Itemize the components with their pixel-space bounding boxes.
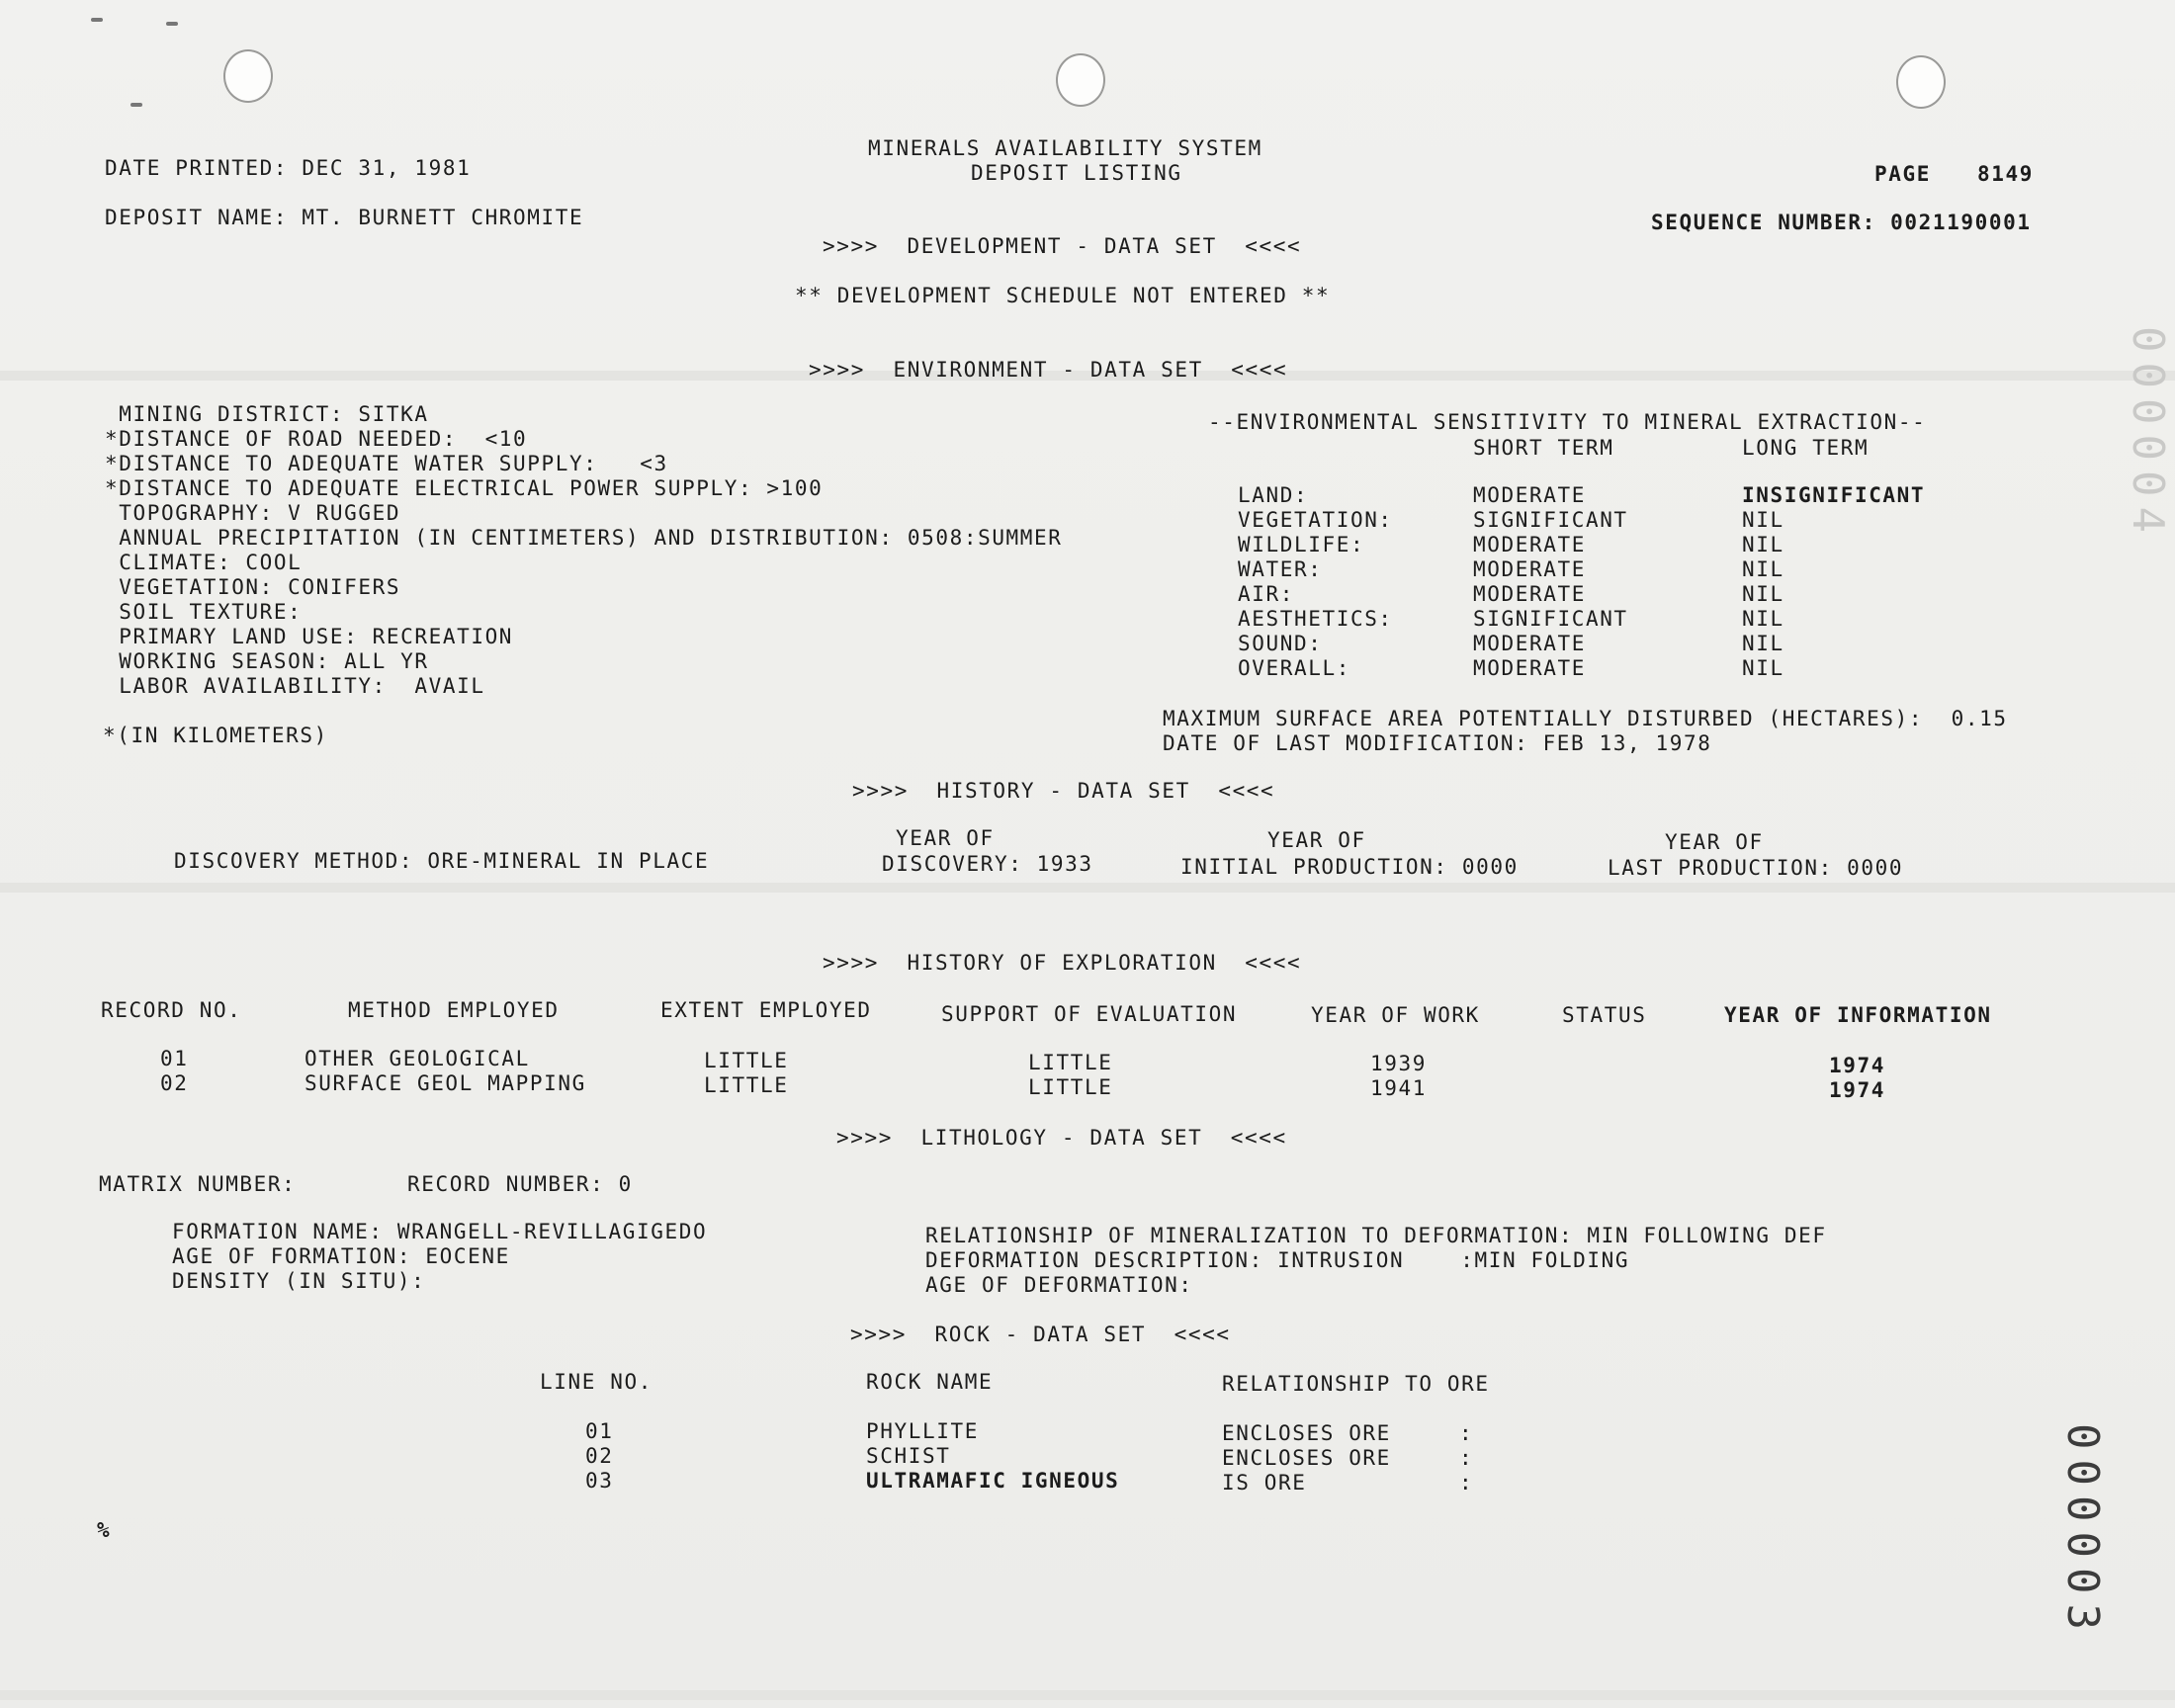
sensitivity-label: OVERALL: — [1238, 656, 1350, 680]
age-of-deformation: AGE OF DEFORMATION: — [925, 1273, 1193, 1297]
mineralization-relationship: RELATIONSHIP OF MINERALIZATION TO DEFORMATION: MIN FOLLOWING DEF — [925, 1224, 1827, 1247]
listing-title: DEPOSIT LISTING — [971, 161, 1182, 185]
ink-speck — [91, 18, 103, 22]
sensitivity-label: AIR: — [1238, 582, 1294, 606]
sensitivity-short: MODERATE — [1473, 656, 1586, 680]
sensitivity-short: SIGNIFICANT — [1473, 607, 1628, 631]
rock-name: SCHIST — [866, 1444, 951, 1468]
sensitivity-short: MODERATE — [1473, 632, 1586, 655]
rock-name: PHYLLITE — [866, 1419, 979, 1443]
development-section-title: >>>> DEVELOPMENT - DATA SET <<<< — [823, 234, 1302, 258]
deformation-description: DEFORMATION DESCRIPTION: INTRUSION :MIN FOLDING — [925, 1248, 1630, 1272]
env-water-distance: *DISTANCE TO ADEQUATE WATER SUPPLY: <3 — [105, 452, 668, 475]
rock-relationship: IS ORE — [1222, 1471, 1307, 1494]
last-modification: DATE OF LAST MODIFICATION: FEB 13, 1978 — [1163, 731, 1712, 755]
sequence-number: SEQUENCE NUMBER: 0021190001 — [1651, 211, 2032, 234]
col-record-no: RECORD NO. — [101, 998, 242, 1022]
discovery-method: DISCOVERY METHOD: ORE-MINERAL IN PLACE — [174, 849, 710, 873]
sensitivity-long: INSIGNIFICANT — [1742, 483, 1926, 507]
deposit-name: DEPOSIT NAME: MT. BURNETT CHROMITE — [105, 206, 584, 229]
max-surface-area: MAXIMUM SURFACE AREA POTENTIALLY DISTURBED (HECTARES): 0.15 — [1163, 707, 2008, 730]
development-note: ** DEVELOPMENT SCHEDULE NOT ENTERED ** — [795, 284, 1331, 307]
formation-name: FORMATION NAME: WRANGELL-REVILLAGIGEDO — [172, 1220, 708, 1243]
sensitivity-label: WILDLIFE: — [1238, 533, 1365, 556]
env-climate: CLIMATE: COOL — [105, 551, 303, 574]
env-topography: TOPOGRAPHY: V RUGGED — [105, 501, 401, 525]
margin-stamp-ghost: 000004 — [2123, 326, 2173, 543]
col-method: METHOD EMPLOYED — [348, 998, 560, 1022]
col-year-work: YEAR OF WORK — [1311, 1003, 1480, 1027]
sensitivity-long: NIL — [1742, 582, 1784, 606]
discovery-year: DISCOVERY: 1933 — [882, 852, 1093, 876]
record-number: RECORD NUMBER: 0 — [407, 1172, 633, 1196]
year-info: 1974 — [1829, 1078, 1885, 1102]
rock-relationship: ENCLOSES ORE — [1222, 1446, 1391, 1470]
rock-name: ULTRAMAFIC IGNEOUS — [866, 1469, 1120, 1493]
punch-hole-right — [1896, 55, 1946, 109]
sensitivity-label: LAND: — [1238, 483, 1309, 507]
matrix-number: MATRIX NUMBER: — [99, 1172, 297, 1196]
long-term-header: LONG TERM — [1742, 436, 1870, 460]
environment-section-title: >>>> ENVIRONMENT - DATA SET <<<< — [809, 358, 1288, 382]
env-working-season: WORKING SEASON: ALL YR — [105, 649, 429, 673]
env-soil-texture: SOIL TEXTURE: — [105, 600, 303, 624]
ink-speck — [166, 22, 178, 26]
sensitivity-long: NIL — [1742, 656, 1784, 680]
rock-separator: : — [1459, 1446, 1474, 1470]
sensitivity-label: WATER: — [1238, 557, 1323, 581]
year-work: 1941 — [1370, 1076, 1427, 1100]
method: SURFACE GEOL MAPPING — [304, 1071, 586, 1095]
ink-speck — [130, 103, 142, 107]
rock-separator: : — [1459, 1471, 1474, 1494]
sensitivity-short: MODERATE — [1473, 533, 1586, 556]
extent: LITTLE — [704, 1049, 789, 1072]
col-status: STATUS — [1562, 1003, 1647, 1027]
exploration-section-title: >>>> HISTORY OF EXPLORATION <<<< — [823, 951, 1302, 975]
short-term-header: SHORT TERM — [1473, 436, 1614, 460]
fold-band — [0, 1690, 2175, 1700]
rock-relationship: ENCLOSES ORE — [1222, 1421, 1391, 1445]
record-no: 02 — [160, 1071, 189, 1095]
sensitivity-long: NIL — [1742, 607, 1784, 631]
age-of-formation: AGE OF FORMATION: EOCENE — [172, 1244, 510, 1268]
env-land-use: PRIMARY LAND USE: RECREATION — [105, 625, 514, 648]
sensitivity-long: NIL — [1742, 557, 1784, 581]
year-of-label: YEAR OF — [1267, 828, 1366, 852]
date-printed: DATE PRINTED: DEC 31, 1981 — [105, 156, 472, 180]
env-mining-district: MINING DISTRICT: SITKA — [105, 402, 429, 426]
last-production: LAST PRODUCTION: 0000 — [1608, 856, 1904, 880]
lithology-section-title: >>>> LITHOLOGY - DATA SET <<<< — [836, 1126, 1287, 1150]
year-of-label: YEAR OF — [1665, 830, 1764, 854]
rock-section-title: >>>> ROCK - DATA SET <<<< — [850, 1323, 1231, 1346]
punch-hole-center — [1056, 53, 1105, 107]
sensitivity-short: MODERATE — [1473, 582, 1586, 606]
sensitivity-long: NIL — [1742, 533, 1784, 556]
sensitivity-long: NIL — [1742, 632, 1784, 655]
col-year-info: YEAR OF INFORMATION — [1724, 1003, 1992, 1027]
line-no: 01 — [585, 1419, 614, 1443]
env-road-distance: *DISTANCE OF ROAD NEEDED: <10 — [105, 427, 528, 451]
support: LITTLE — [1028, 1051, 1113, 1074]
sensitivity-long: NIL — [1742, 508, 1784, 532]
col-line-no: LINE NO. — [540, 1370, 652, 1394]
col-relationship: RELATIONSHIP TO ORE — [1222, 1372, 1490, 1396]
support: LITTLE — [1028, 1075, 1113, 1099]
history-section-title: >>>> HISTORY - DATA SET <<<< — [852, 779, 1275, 803]
year-work: 1939 — [1370, 1052, 1427, 1075]
year-of-label: YEAR OF — [896, 826, 995, 850]
initial-production: INITIAL PRODUCTION: 0000 — [1180, 855, 1519, 879]
env-power-distance: *DISTANCE TO ADEQUATE ELECTRICAL POWER SUPPLY: >100 — [105, 476, 824, 500]
env-vegetation: VEGETATION: CONIFERS — [105, 575, 401, 599]
record-no: 01 — [160, 1047, 189, 1070]
page-label: PAGE — [1874, 162, 1931, 186]
margin-stamp-bottom: 000003 — [2057, 1423, 2108, 1640]
env-precipitation: ANNUAL PRECIPITATION (IN CENTIMETERS) AND DISTRIBUTION: 0508:SUMMER — [105, 526, 1063, 550]
sensitivity-label: SOUND: — [1238, 632, 1323, 655]
km-note: *(IN KILOMETERS) — [103, 724, 328, 747]
rock-separator: : — [1459, 1421, 1474, 1445]
punch-hole-left — [223, 49, 273, 103]
sensitivity-label: AESTHETICS: — [1238, 607, 1393, 631]
col-rock-name: ROCK NAME — [866, 1370, 994, 1394]
col-extent: EXTENT EMPLOYED — [660, 998, 872, 1022]
sensitivity-short: MODERATE — [1473, 557, 1586, 581]
col-support: SUPPORT OF EVALUATION — [941, 1002, 1238, 1026]
line-no: 03 — [585, 1469, 614, 1493]
year-info: 1974 — [1829, 1054, 1885, 1077]
line-no: 02 — [585, 1444, 614, 1468]
sensitivity-short: MODERATE — [1473, 483, 1586, 507]
density: DENSITY (IN SITU): — [172, 1269, 426, 1293]
sensitivity-short: SIGNIFICANT — [1473, 508, 1628, 532]
page-number: 8149 — [1977, 162, 2034, 186]
env-labor: LABOR AVAILABILITY: AVAIL — [105, 674, 485, 698]
extent: LITTLE — [704, 1073, 789, 1097]
sensitivity-title: --ENVIRONMENTAL SENSITIVITY TO MINERAL EXTRACTION-- — [1208, 410, 1927, 434]
method: OTHER GEOLOGICAL — [304, 1047, 530, 1070]
sensitivity-label: VEGETATION: — [1238, 508, 1393, 532]
fold-band — [0, 883, 2175, 893]
system-title: MINERALS AVAILABILITY SYSTEM — [868, 136, 1262, 160]
percent-mark: % — [97, 1518, 112, 1542]
